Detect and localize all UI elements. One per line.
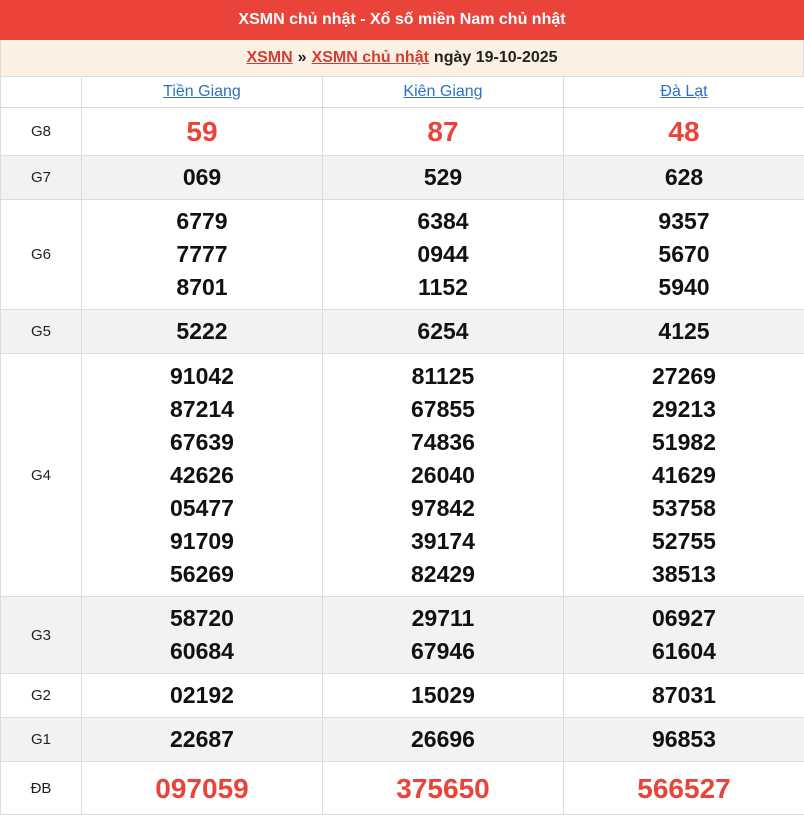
result-cell — [82, 718, 323, 762]
result-number: 0944 — [417, 241, 469, 267]
prize-row — [1, 597, 804, 674]
result-number: 7777 — [176, 241, 228, 267]
result-number: 29711 — [411, 605, 475, 631]
prize-row — [1, 310, 804, 354]
result-number: 628 — [664, 164, 704, 190]
result-number: 02192 — [170, 682, 234, 708]
result-number: 05477 — [170, 494, 234, 521]
prize-label: G3 — [1, 597, 82, 674]
prize-label: G6 — [1, 200, 82, 310]
result-number: 67855 — [411, 395, 475, 422]
result-number: 87031 — [652, 682, 716, 708]
province-header-row — [1, 77, 804, 108]
result-cell — [82, 156, 323, 200]
result-cell — [564, 310, 804, 354]
breadcrumb-link-xsmn-sunday[interactable]: XSMN chủ nhật — [311, 49, 429, 66]
result-number: 41629 — [652, 461, 716, 488]
result-cell — [323, 597, 564, 674]
result-number: 87214 — [170, 395, 234, 422]
province-link-kien-giang[interactable]: Kiên Giang — [403, 83, 483, 100]
result-number: 26040 — [411, 461, 475, 488]
result-cell — [82, 762, 323, 815]
result-number: 5670 — [658, 241, 710, 267]
result-cell — [82, 354, 323, 597]
result-cell — [82, 200, 323, 310]
prize-row — [1, 200, 804, 310]
result-number: 566527 — [637, 772, 731, 804]
result-number: 42626 — [170, 461, 234, 488]
result-number: 1152 — [418, 274, 468, 300]
result-number: 6254 — [417, 318, 469, 344]
result-number: 74836 — [411, 428, 475, 455]
result-number: 06927 — [652, 605, 716, 631]
page-title-text: XSMN chủ nhật - Xổ số miền Nam chủ nhật — [238, 11, 566, 28]
result-cell — [323, 108, 564, 156]
result-cell — [564, 597, 804, 674]
result-number: 91709 — [170, 527, 234, 554]
result-cell — [323, 156, 564, 200]
result-cell — [323, 718, 564, 762]
result-number: 26696 — [411, 726, 475, 752]
result-number: 5940 — [658, 274, 710, 300]
result-number: 39174 — [411, 527, 475, 554]
result-number: 8701 — [176, 274, 228, 300]
result-cell — [82, 674, 323, 718]
result-number: 51982 — [652, 428, 716, 455]
prize-label: G8 — [1, 108, 82, 156]
result-cell — [564, 674, 804, 718]
province-link-tien-giang[interactable]: Tiền Giang — [163, 83, 241, 100]
result-number: 56269 — [170, 560, 234, 587]
result-number: 29213 — [652, 395, 716, 422]
result-number: 91042 — [170, 362, 234, 389]
result-number: 82429 — [411, 560, 475, 587]
prize-row — [1, 108, 804, 156]
breadcrumb-date: ngày 19-10-2025 — [433, 49, 558, 66]
result-number: 48 — [668, 116, 700, 147]
prize-row — [1, 156, 804, 200]
breadcrumb — [0, 40, 804, 76]
breadcrumb-separator: » — [297, 49, 307, 66]
result-cell — [82, 310, 323, 354]
result-number: 375650 — [396, 772, 490, 804]
result-cell — [82, 597, 323, 674]
province-header-cell — [564, 77, 804, 108]
page-title — [0, 0, 804, 40]
header-empty-cell — [1, 77, 82, 108]
prize-label: G4 — [1, 354, 82, 597]
result-number: 27269 — [652, 362, 716, 389]
result-number: 53758 — [652, 494, 716, 521]
prize-row — [1, 354, 804, 597]
result-cell — [564, 108, 804, 156]
result-cell — [82, 108, 323, 156]
breadcrumb-link-xsmn[interactable]: XSMN — [246, 49, 293, 66]
result-number: 81125 — [411, 362, 475, 389]
province-header-cell — [82, 77, 323, 108]
province-header-cell — [323, 77, 564, 108]
result-number: 9357 — [658, 208, 710, 234]
prize-row — [1, 762, 804, 815]
result-cell — [323, 310, 564, 354]
result-number: 5222 — [176, 318, 228, 344]
results-table — [0, 76, 804, 815]
result-number: 67639 — [170, 428, 234, 455]
province-link-da-lat[interactable]: Đà Lạt — [660, 83, 708, 100]
prize-row — [1, 674, 804, 718]
result-number: 59 — [186, 116, 218, 147]
result-cell — [564, 762, 804, 815]
result-number: 22687 — [170, 726, 234, 752]
result-number: 58720 — [170, 605, 234, 631]
result-number: 97842 — [411, 494, 475, 521]
result-cell — [564, 200, 804, 310]
result-number: 87 — [427, 116, 459, 147]
result-cell — [323, 762, 564, 815]
result-number: 15029 — [411, 682, 475, 708]
result-number: 097059 — [155, 772, 249, 804]
result-number: 069 — [182, 164, 222, 190]
result-cell — [323, 674, 564, 718]
result-number: 529 — [423, 164, 463, 190]
result-number: 61604 — [652, 638, 716, 664]
result-number: 6384 — [417, 208, 469, 234]
prize-row — [1, 718, 804, 762]
result-number: 6779 — [176, 208, 228, 234]
result-cell — [564, 156, 804, 200]
prize-label: G5 — [1, 310, 82, 354]
prize-label: G7 — [1, 156, 82, 200]
result-cell — [564, 718, 804, 762]
result-cell — [323, 200, 564, 310]
result-number: 96853 — [652, 726, 716, 752]
prize-label: ĐB — [1, 762, 82, 815]
result-cell — [564, 354, 804, 597]
prize-label: G2 — [1, 674, 82, 718]
result-number: 38513 — [652, 560, 716, 587]
result-number: 67946 — [411, 638, 475, 664]
prize-label: G1 — [1, 718, 82, 762]
result-number: 52755 — [652, 527, 716, 554]
result-cell — [323, 354, 564, 597]
result-number: 4125 — [658, 318, 710, 344]
result-number: 60684 — [170, 638, 234, 664]
